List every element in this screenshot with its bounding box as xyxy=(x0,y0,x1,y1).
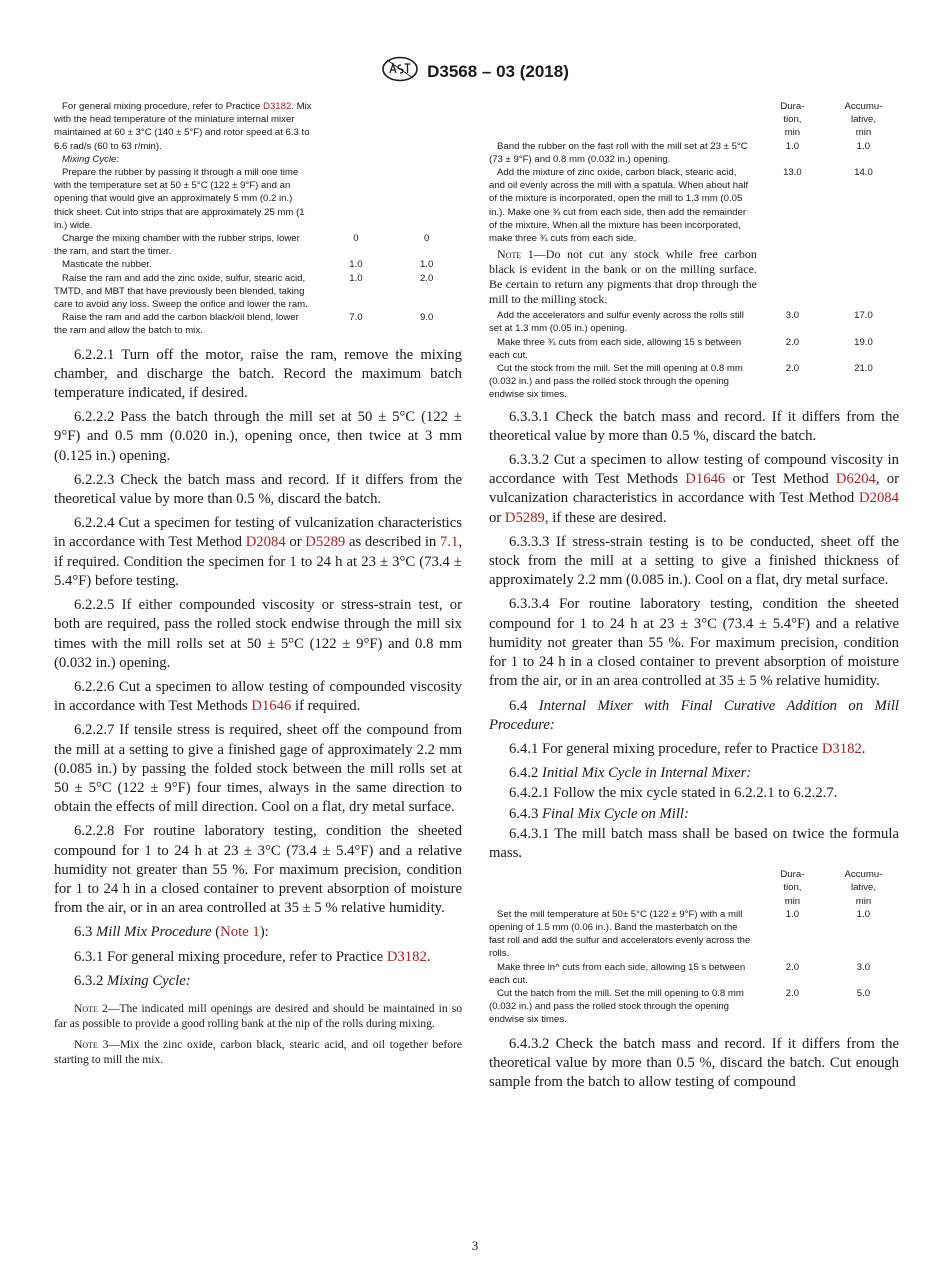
duration-cell: 7.0 xyxy=(349,312,363,324)
cumulative-cell xyxy=(391,100,462,153)
table-header-row xyxy=(489,100,899,140)
duration-header: Dura- tion, min xyxy=(780,869,805,907)
paragraph-6-2-2-7: 6.2.2.7 If tensile stress is required, sheet off the compound from the mill at a setting to give a finished gage of approximately 2.2 mm (0.085 in.) by passing the folded stock between the mill rolls set at 50 ± 5°C (122 ± 9°F) four times, always in the same direction to obtain the effects of mill direction. Cool on a flat, dry metal surface. xyxy=(54,722,462,816)
paragraph-6-2-2-6: 6.2.2.6 Cut a specimen to allow testing of compounded viscosity in accordance with Test Methods D1646 if required. xyxy=(54,678,462,715)
final-mix-cycle-table xyxy=(489,868,899,1026)
step-text: Masticate the rubber. xyxy=(62,259,152,271)
table-row xyxy=(489,362,899,402)
step-text: Cut the stock from the mill. Set the mill opening at 0.8 mm (0.032 in.) and pass the rolled stock through the opening endwise six times. xyxy=(489,363,743,401)
page-header xyxy=(0,56,950,87)
step-text: Raise the ram and add the zinc oxide, sulfur, stearic acid, TMTD, and MBT that have previously been blended, taking care to avoid any loss. Sweep the orifice and lower the ram. xyxy=(54,272,308,311)
mixing-cycle-subhead: Mixing Cycle: xyxy=(62,153,120,165)
table-row xyxy=(489,961,899,987)
cumulative-cell: 1.0 xyxy=(856,140,871,152)
link-d3182[interactable]: D3182 xyxy=(263,101,292,112)
section-6-4-heading: 6.4 Internal Mixer with Final Curative Addition on Mill Procedure: xyxy=(489,697,899,733)
paragraph-6-4-1: 6.4.1 For general mixing procedure, refer to Practice D3182. xyxy=(509,740,866,757)
step-text: Make three ¾ cuts from each side, allowing 15 s between each cut. xyxy=(489,336,742,361)
paragraph-6-2-2-5: 6.2.2.5 If either compounded viscosity or stress-strain test, or both are required, pass the rolled stock endwise through the mill six times with the mill rolls set at 50 ± 5°C (122 ± 9°F) and 0.8 mm (0.032 in.) opening. xyxy=(54,597,462,671)
cumulative-cell: 0 xyxy=(423,233,430,245)
link-d3182[interactable]: D3182 xyxy=(821,740,862,757)
table-header-row xyxy=(489,868,899,908)
table-row xyxy=(489,908,899,961)
table-cell-text: . Mix with the head temperature of the miniature internal mixer maintained at 60 ± 3°C (140 ± 5°F) and rotor speed at 6.3 to 6.6 rad/s (60 to 63 r/min). xyxy=(54,101,312,152)
duration-cell: 1.0 xyxy=(785,140,800,152)
step-text: Set the mill temperature at 50± 5°C (122 ± 9°F) with a mill opening of 1.5 mm (0.06 in.). Band the masterbatch on the fast roll and add the sulfur and accelerators evenly across the rolls. xyxy=(489,908,751,960)
section-6-4-3-heading: 6.4.3 Final Mix Cycle on Mill: xyxy=(509,805,689,822)
cumulative-cell: 1.0 xyxy=(419,259,434,271)
page-number: 3 xyxy=(471,1238,479,1253)
paragraph-6-2-2-3: 6.2.2.3 Check the batch mass and record. If it differs from the theoretical value by more than 0.5 %, discard the batch. xyxy=(54,471,462,508)
duration-cell: 1.0 xyxy=(349,272,363,284)
link-d5289[interactable]: D5289 xyxy=(305,534,346,551)
table-row xyxy=(54,100,462,153)
left-column xyxy=(54,100,462,1067)
table-row xyxy=(489,140,899,166)
paragraph-6-3-3-1: 6.3.3.1 Check the batch mass and record. If it differs from the theoretical value by more than 0.5 %, discard the batch. xyxy=(489,408,899,444)
paragraph-6-2-2-2: 6.2.2.2 Pass the batch through the mill set at 50 ± 5°C (122 ± 9°F) and 0.5 mm (0.020 in.), opening once, then twice at 3 mm (0.125 in.) opening. xyxy=(54,409,462,464)
cumulative-cell: 17.0 xyxy=(854,310,873,322)
paragraph-6-4-3-1: 6.4.3.1 The mill batch mass shall be based on twice the formula mass. xyxy=(489,825,899,861)
duration-cell: 0 xyxy=(353,233,359,245)
mill-mixing-cycle-table xyxy=(489,100,899,402)
mixing-cycle-table-internal-mixer xyxy=(54,100,462,338)
cumulative-cell: 2.0 xyxy=(419,272,434,284)
duration-cell: 3.0 xyxy=(785,310,800,322)
cumulative-cell: 21.0 xyxy=(854,363,873,375)
section-6-3-2-heading: 6.3.2 Mixing Cycle: xyxy=(74,972,191,989)
step-text: Add the accelerators and sulfur evenly across the rolls still set at 1.3 mm (0.05 in.) opening. xyxy=(489,310,744,335)
cumulative-cell: 14.0 xyxy=(854,167,873,179)
link-d3182[interactable]: D3182 xyxy=(386,948,427,965)
table-row xyxy=(54,258,462,271)
duration-cell: 2.0 xyxy=(785,363,800,375)
table-row xyxy=(489,166,899,245)
table-row xyxy=(54,311,462,337)
paragraph-6-3-1: 6.3.1 For general mixing procedure, refer to Practice D3182. xyxy=(74,948,431,965)
cumulative-header: Accumu- lative, min xyxy=(844,869,883,907)
cumulative-cell: 1.0 xyxy=(856,908,871,920)
duration-cell: 2.0 xyxy=(785,961,800,973)
link-d1646[interactable]: D1646 xyxy=(251,698,292,715)
link-d1646[interactable]: D1646 xyxy=(685,471,726,488)
link-section-7-1[interactable]: 7.1 xyxy=(439,534,459,551)
paragraph-6-3-3-3: 6.3.3.3 If stress-strain testing is to be conducted, sheet off the stock from the mill at a setting to give a finished thickness of approximately 2.2 mm (0.085 in.). Cool on a flat, dry metal surface. xyxy=(489,533,899,589)
section-6-4-2-heading: 6.4.2 Initial Mix Cycle in Internal Mixer: xyxy=(509,765,752,782)
duration-header: Dura- tion, min xyxy=(780,101,805,139)
cumulative-cell: 5.0 xyxy=(856,987,871,999)
duration-cell xyxy=(321,100,392,153)
cumulative-cell xyxy=(391,166,462,232)
section-6-3-heading: 6.3 Mill Mix Procedure (Note 1): xyxy=(74,924,269,941)
document-designation: D3568 – 03 (2018) xyxy=(427,61,569,81)
link-d2084[interactable]: D2084 xyxy=(245,534,286,551)
step-text: Cut the batch from the mill. Set the mill opening to 0.8 mm (0.032 in.) and pass the rolled stock through the opening endwise six times. xyxy=(489,987,744,1026)
duration-cell: 1.0 xyxy=(349,259,363,271)
paragraph-6-3-3-4: 6.3.3.4 For routine laboratory testing, condition the sheeted compound for 1 to 24 h at 23 ± 3°C (73.4 ± 5.4°F) and a relative humidity not greater than 55 %. For maximum precision, condition for 1 to 24 h in a closed container to prevent absorption of moisture from the air, or in an area controlled at 35 ± 5 % relative humidity. xyxy=(489,596,899,690)
step-text: Prepare the rubber by passing it through a mill one time with the temperature set at 50 ± 5°C (122 ± 9°F) and an opening that would give an approximately 5 mm (0.2 in.) thick sheet. Cut into strips that are approximately 25 mm (1 in.) wide. xyxy=(54,167,305,231)
step-text: Add the mixture of zinc oxide, carbon black, stearic acid, and oil evenly across the mill with a spatula. When about half of the mixture is incorporated, open the mill to 1.3 mm (0.05 in.). Make one ¾ cut from each side, then add the remainder of the mixture. When all the mixture has been incorporated, make three ¾ cuts from each side. xyxy=(489,167,749,245)
step-text: Band the rubber on the fast roll with the mill set at 23 ± 5°C (73 ± 9°F) and 0.8 mm (0.032 in.) opening. xyxy=(489,140,748,165)
table-row xyxy=(54,153,462,166)
duration-cell: 1.0 xyxy=(785,908,800,920)
cumulative-cell: 19.0 xyxy=(854,336,873,348)
paragraph-6-2-2-1: 6.2.2.1 Turn off the motor, raise the ram, remove the mixing chamber, and discharge the batch. Record the maximum batch temperature indicated, if desired. xyxy=(54,346,462,402)
table-row xyxy=(489,309,899,335)
table-row xyxy=(54,232,462,258)
note-3: Note 3—Mix the zinc oxide, carbon black, stearic acid, and oil together before starting to mill the mix. xyxy=(54,1037,463,1066)
table-row xyxy=(489,245,899,309)
table-row xyxy=(54,272,462,312)
note-2: Note 2—The indicated mill openings are desired and should be maintained in so far as possible to provide a good rolling bank at the nip of the rolls during mixing. xyxy=(54,1001,463,1030)
paragraph-6-2-2-8: 6.2.2.8 For routine laboratory testing, condition the sheeted compound for 1 to 24 h at 23 ± 3°C (73.4 ± 5.4°F) and a relative humidity not greater than 55 %. For maximum precision, condition for 1 to 24 h in a closed container to prevent absorption of moisture from the air, or in an area controlled at 35 ± 5 % relative humidity. xyxy=(54,823,462,917)
cumulative-header: Accumu- lative, min xyxy=(844,101,883,139)
link-d6204[interactable]: D6204 xyxy=(835,471,876,488)
paragraph-6-2-2-4: 6.2.2.4 Cut a specimen for testing of vulcanization characteristics in accordance with Test Method D2084 or D5289 as described in 7.1, if required. Condition the specimen for 1 to 24 h at 23 ± 3°C (73.4 ± 5.4°F) before testing. xyxy=(54,515,462,589)
paragraph-6-3-3-2: 6.3.3.2 Cut a specimen to allow testing of compound viscosity in accordance with Test Methods D1646 or Test Method D6204, or vulcanization characteristics in accordance with Test Method D2084 or D5289, if these are desired. xyxy=(489,452,899,526)
astm-logo-icon xyxy=(381,56,419,87)
table-cell-text: For general mixing procedure, refer to Practice xyxy=(62,101,264,112)
cumulative-cell: 9.0 xyxy=(419,312,434,324)
duration-cell xyxy=(321,166,392,232)
note-1: Note 1—Do not cut any stock while free carbon black is evident in the bank or on the milling surface. Be certain to return any pigments that drop through the mill to the milling stock. xyxy=(489,247,757,307)
step-text: Make three ln^ cuts from each side, allowing 15 s between each cut. xyxy=(489,961,746,986)
table-row xyxy=(489,336,899,362)
duration-cell: 13.0 xyxy=(783,167,802,179)
paragraph-6-4-3-2: 6.4.3.2 Check the batch mass and record. If it differs from the theoretical value by more than 0.5 %, discard the batch. Cut enough sample from the batch to allow testing of compound xyxy=(489,1035,899,1090)
link-d2084[interactable]: D2084 xyxy=(859,490,899,507)
duration-cell: 2.0 xyxy=(785,336,800,348)
link-d5289[interactable]: D5289 xyxy=(504,509,545,526)
duration-cell: 2.0 xyxy=(785,987,800,999)
step-text: Raise the ram and add the carbon black/oil blend, lower the ram and allow the batch to mix. xyxy=(54,312,299,337)
right-column xyxy=(489,100,899,1097)
table-row xyxy=(54,166,462,232)
cumulative-cell: 3.0 xyxy=(856,961,871,973)
table-row xyxy=(489,987,899,1027)
paragraph-6-4-2-1: 6.4.2.1 Follow the mix cycle stated in 6.2.2.1 to 6.2.2.7. xyxy=(509,785,838,802)
step-text: Charge the mixing chamber with the rubber strips, lower the ram, and start the timer. xyxy=(54,233,300,258)
link-note-1[interactable]: Note 1 xyxy=(220,924,260,941)
